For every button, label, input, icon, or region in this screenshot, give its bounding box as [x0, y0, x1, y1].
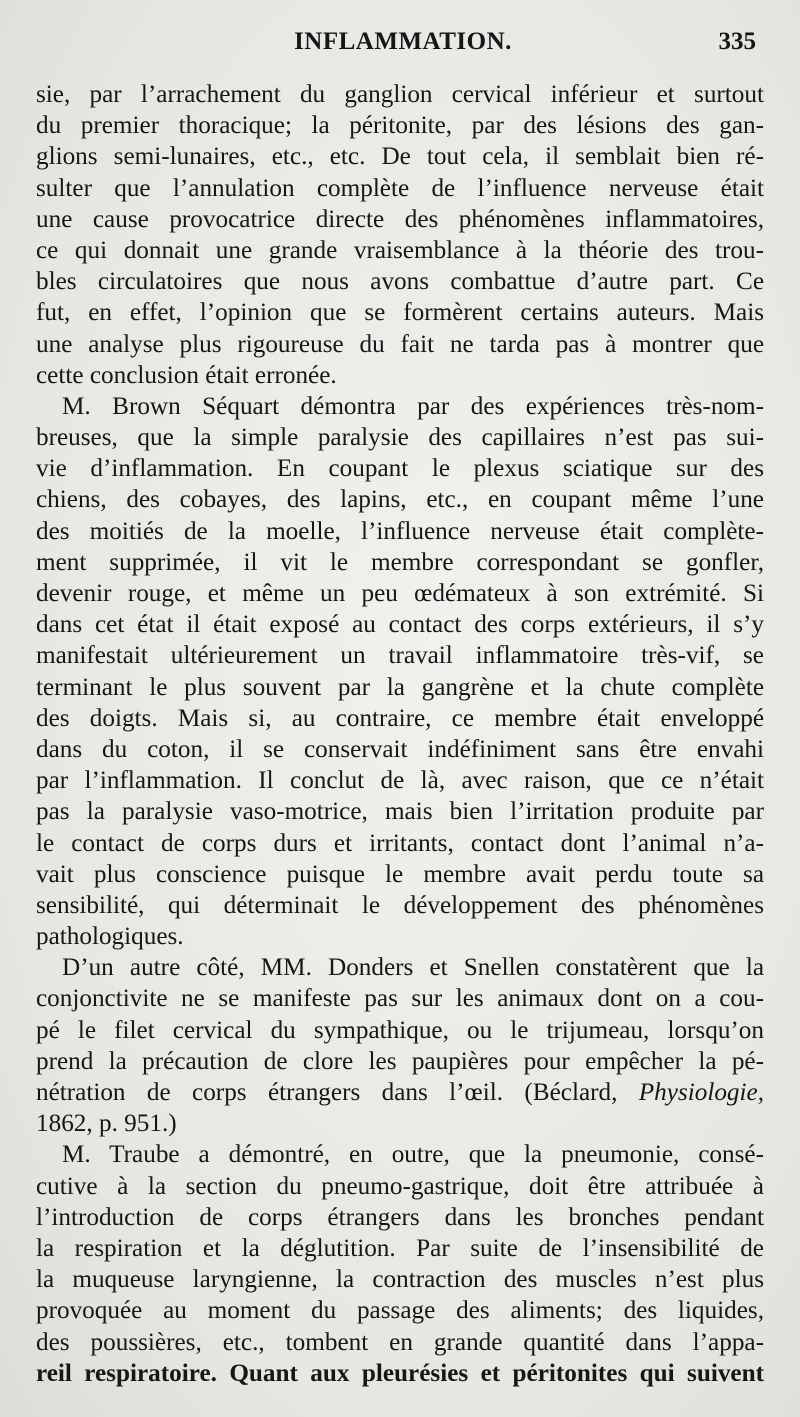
text-line: la respiration et la déglutition. Par suite de l’insensibilité de: [36, 1234, 764, 1262]
text-line: dans cet état il était exposé au contact des corps extérieurs, il s’y: [36, 611, 764, 639]
text-line: dans du coton, il se conservait indéfiniment sans être envahi: [36, 735, 764, 763]
text-line: la muqueuse laryngienne, la contraction des muscles n’est plus: [36, 1266, 764, 1294]
text-line: fut, en effet, l’opinion que se formèrent certains auteurs. Mais: [36, 299, 764, 327]
text-line: prend la précaution de clore les paupières pour empêcher la pé-: [36, 1047, 764, 1075]
citation-title: Physiologie,: [638, 1079, 764, 1106]
text-line: pathologiques.: [36, 923, 184, 951]
text-line: breuses, que la simple paralysie des capillaires n’est pas sui-: [36, 424, 764, 452]
text-line: reil respiratoire. Quant aux pleurésies et péritonites qui suivent: [36, 1359, 764, 1387]
text-line: des poussières, etc., tombent en grande quantité dans l’appa-: [36, 1328, 764, 1356]
paragraph-start-line: M. Brown Séquart démontra par des expériences très-nom-: [62, 392, 764, 420]
paragraph-start-line: M. Traube a démontré, en outre, que la pneumonie, consé-: [62, 1141, 764, 1169]
text-line: pas la paralysie vaso-motrice, mais bien l’irritation produite par: [36, 798, 764, 826]
text-line: sulter que l’annulation complète de l’influence nerveuse était: [36, 174, 764, 202]
text-line: l’introduction de corps étrangers dans les bronches pendant: [36, 1203, 764, 1231]
body-text: [36, 79, 764, 1389]
text-line: conjonctivite ne se manifeste pas sur les animaux dont on a cou-: [36, 985, 764, 1013]
text-line: 1862, p. 951.): [36, 1110, 177, 1138]
text-line: le contact de corps durs et irritants, contact dont l’animal n’a-: [36, 829, 764, 857]
text-line: ment supprimée, il vit le membre correspondant se gonfler,: [36, 548, 764, 576]
page-number: 335: [718, 28, 756, 55]
text-line: manifestait ultérieurement un travail inflammatoire très-vif, se: [36, 642, 764, 670]
text-line: devenir rouge, et même un peu œdémateux à son extrémité. Si: [36, 580, 764, 607]
text-line: vie d’inflammation. En coupant le plexus sciatique sur des: [36, 455, 764, 483]
text-line: ce qui donnait une grande vraisemblance à la théorie des trou-: [36, 236, 764, 264]
paragraph-start-line: D’un autre côté, MM. Donders et Snellen constatèrent que la: [62, 954, 764, 982]
text-line: cutive à la section du pneumo-gastrique, doit être attribuée à: [36, 1172, 764, 1200]
text-line: du premier thoracique; la péritonite, par des lésions des gan-: [36, 112, 764, 140]
text-line: chiens, des cobayes, des lapins, etc., en coupant même l’une: [36, 486, 764, 514]
text-line: une analyse plus rigoureuse du fait ne tarda pas à montrer que: [36, 330, 764, 358]
text-line: glions semi-lunaires, etc., etc. De tout cela, il semblait bien ré-: [36, 143, 764, 171]
text-line: des moitiés de la moelle, l’influence nerveuse était complète-: [36, 517, 764, 545]
text-line: cette conclusion était erronée.: [36, 361, 337, 389]
text-line: des doigts. Mais si, au contraire, ce membre était enveloppé: [36, 704, 764, 732]
text-line: bles circulatoires que nous avons combattue d’autre part. Ce: [36, 268, 764, 296]
text-line: terminant le plus souvent par la gangrène et la chute complète: [36, 673, 764, 701]
text-line: une cause provocatrice directe des phénomènes inflammatoires,: [36, 205, 764, 233]
text-line: pé le filet cervical du sympathique, ou le trijumeau, lorsqu’on: [36, 1016, 764, 1044]
text-line: provoquée au moment du passage des aliments; des liquides,: [36, 1297, 764, 1325]
text-line: vait plus conscience puisque le membre avait perdu toute sa: [36, 860, 764, 888]
text-line: sensibilité, qui déterminait le développement des phénomènes: [36, 891, 764, 919]
running-title: INFLAMMATION.: [294, 28, 512, 55]
text-line: par l’inflammation. Il conclut de là, avec raison, que ce n’était: [36, 767, 764, 795]
citation-line: [36, 1077, 764, 1108]
citation-text: nétration de corps étrangers dans l’œil. (Béclard,: [36, 1079, 639, 1106]
running-header: [36, 28, 770, 64]
text-line: sie, par l’arrachement du ganglion cervical inférieur et surtout: [36, 81, 764, 108]
